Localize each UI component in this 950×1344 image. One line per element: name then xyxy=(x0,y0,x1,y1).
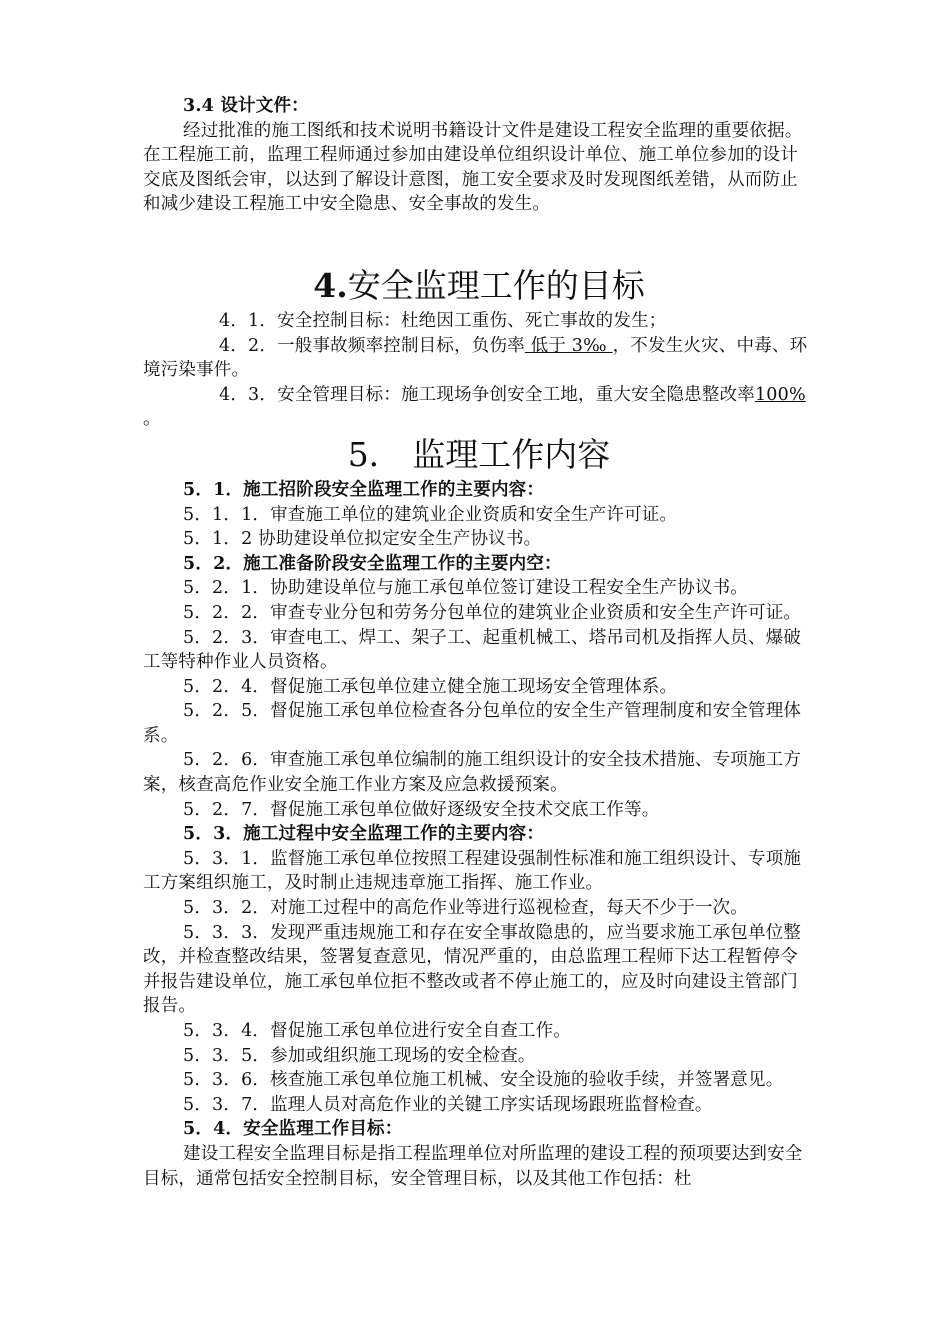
item-5-2-2: 5．2．2．审查专业分包和劳务分包单位的建筑业企业资质和安全生产许可证。 xyxy=(183,602,802,623)
item-5-3-7: 5．3．7．监理人员对高危作业的关键工序实话现场跟班监督检查。 xyxy=(183,1094,713,1115)
section-5-3-heading: 5．3．施工过程中安全监理工作的主要内容： xyxy=(183,824,545,845)
item-5-3-5: 5．3．5．参加或组织施工现场的安全检查。 xyxy=(183,1045,536,1066)
goal-4-3 xyxy=(143,383,815,432)
section-5-2-heading: 5．2．施工准备阶段安全监理工作的主要内空： xyxy=(183,553,562,574)
section-4-title xyxy=(143,263,815,309)
section-5-1-heading: 5．1．施工招阶段安全监理工作的主要内容： xyxy=(183,479,545,500)
item-5-2-7: 5．2．7．督促施工承包单位做好逐级安全技术交底工作等。 xyxy=(183,799,660,820)
section-4-number: 4. xyxy=(313,265,348,305)
item-5-2-4: 5．2．4．督促施工承包单位建立健全施工现场安全管理体系。 xyxy=(183,676,678,697)
item-5-3-2: 5．3．2．对施工过程中的高危作业等进行巡视检查，每天不少于一次。 xyxy=(183,898,748,919)
section-4-title-text: 安全监理工作的目标 xyxy=(347,265,645,305)
goal-4-1: 4．1．安全控制目标：杜绝因工重伤、死亡事故的发生； xyxy=(219,310,667,331)
item-5-2-5: 5．2．5．督促施工承包单位检查各分包单位的安全生产管理制度和安全管理体系。 xyxy=(143,701,802,746)
goal-4-2 xyxy=(143,334,815,383)
document-page xyxy=(143,94,815,1191)
item-5-2-1: 5．2．1．协助建设单位与施工承包单位签订建设工程安全生产协议书。 xyxy=(183,578,748,599)
goal-4-2-text: 4．2．一般事故频率控制目标，负伤率 xyxy=(219,335,525,356)
item-5-1-2: 5．1．2 协助建设单位拟定安全生产协议书。 xyxy=(183,529,542,550)
item-5-2-3: 5．2．3．审查电工、焊工、架子工、起重机械工、塔吊司机及指挥人员、爆破工等特种作业人员资格。 xyxy=(143,627,802,673)
goal-4-3-underlined: 100% xyxy=(754,384,806,405)
section-5-title: 5． 监理工作内容 xyxy=(347,434,611,474)
spacer xyxy=(143,217,815,263)
item-5-3-1: 5．3．1．监督施工承包单位按照工程建设强制性标准和施工组织设计、专项施工方案组织施工，及时制止违规违章施工指挥、施工作业。 xyxy=(143,848,802,894)
goal-4-2-underlined: 低于 3‰ xyxy=(524,335,613,356)
item-5-3-4: 5．3．4．督促施工承包单位进行安全自查工作。 xyxy=(183,1021,572,1041)
item-5-1-1: 5．1．1．审查施工单位的建筑业企业资质和安全生产许可证。 xyxy=(183,504,678,525)
section-5-4-paragraph: 建设工程安全监理目标是指工程监理单位对所监理的建设工程的预项要达到安全目标，通常包括安全控制目标，安全管理目标，以及其他工作包括：杜 xyxy=(143,1143,803,1189)
item-5-3-6: 5．3．6．核查施工承包单位施工机械、安全设施的验收手续，并签署意见。 xyxy=(183,1070,784,1091)
goal-4-3-text: 4．3．安全管理目标：施工现场争创安全工地，重大安全隐患整改率 xyxy=(219,384,755,405)
goal-4-3-tail: 。 xyxy=(143,409,161,430)
item-5-3-3: 5．3．3．发现严重违规施工和存在安全事故隐患的，应当要求施工承包单位整改，并检查整改结果，签署复查意见，情况严重的，由总监理工程师下达工程暂停令并报告建设单位，施工承包单位拒不整改或者不停止施工的，应及时向建设主管部门报告。 xyxy=(143,922,802,1017)
section-3-4-heading: 3.4 设计文件： xyxy=(183,96,309,116)
item-5-2-6: 5．2．6．审查施工承包单位编制的施工组织设计的安全技术措施、专项施工方案，核查高危作业安全施工作业方案及应急救援预案。 xyxy=(143,750,802,796)
goal-4-2-tail: ，不发生火灾、中毒、环境污染事件。 xyxy=(143,335,808,381)
section-5-4-heading: 5．4．安全监理工作目标： xyxy=(183,1119,403,1140)
section-3-4-paragraph: 经过批准的施工图纸和技术说明书籍设计文件是建设工程安全监理的重要依据。在工程施工前，监理工程师通过参加由建设单位组织设计单位、施工单位参加的设计交底及图纸会审，以达到了解设计意图，施工安全要求及时发现图纸差错，从而防止和减少建设工程施工中安全隐患、安全事故的发生。 xyxy=(143,120,803,215)
